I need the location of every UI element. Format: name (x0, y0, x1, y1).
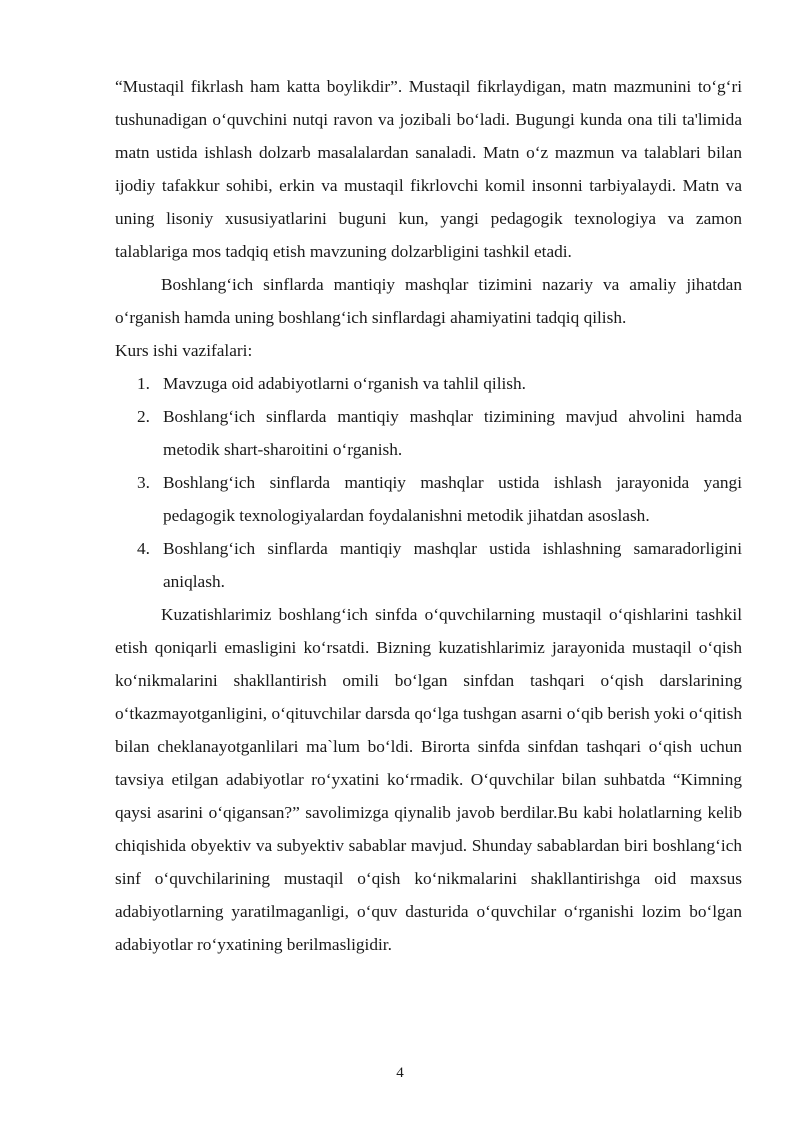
list-item (115, 367, 742, 400)
list-item-text: Boshlang‘ich sinflarda mantiqiy mashqlar ustida ishlashning samaradorligini aniqlash. (163, 539, 742, 591)
list-item-number: 4. (137, 539, 150, 558)
tasks-heading: Kurs ishi vazifalari: (115, 341, 253, 360)
list-item-text: Boshlang‘ich sinflarda mantiqiy mashqlar tizimining mavjud ahvolini hamda metodik shart-sharoitini o‘rganish. (163, 407, 742, 459)
list-item-text: Boshlang‘ich sinflarda mantiqiy mashqlar ustida ishlash jarayonida yangi pedagogik texnologiyalardan foydalanishni metodik jihatdan asoslash. (163, 473, 742, 525)
list-item (115, 532, 742, 598)
list-item-number: 1. (137, 374, 150, 393)
page-number: 4 (396, 1065, 404, 1081)
list-item-number: 2. (137, 407, 150, 426)
list-item-number: 3. (137, 473, 150, 492)
document-page (115, 70, 742, 961)
list-item (115, 400, 742, 466)
goal-paragraph: Boshlang‘ich sinflarda mantiqiy mashqlar tizimini nazariy va amaliy jihatdan o‘rganish hamda uning boshlang‘ich sinflardagi ahamiyatini tadqiq qilish. (115, 275, 742, 327)
tasks-list (115, 367, 742, 598)
observation-paragraph: Kuzatishlarimiz boshlang‘ich sinfda o‘quvchilarning mustaqil o‘qishlarini tashkil etish qoniqarli emasligini ko‘rsatdi. Bizning kuzatishlarimiz jarayonida mustaqil o‘qish ko‘nikmalarini shakllantirish omili bo‘lgan sinfdan tashqari o‘qish darslarining o‘tkazmayotganligini, o‘qituvchilar darsda qo‘lga tushgan asarni o‘qib berish yoki o‘qitish bilan cheklanayotganlilari ma`lum bo‘ldi. Birorta sinfda sinfdan tashqari o‘qish uchun tavsiya etilgan adabiyotlar ro‘yxatini ko‘rmadik. O‘quvchilar bilan suhbatda “Kimning qaysi asarini o‘qigansan?” savolimizga qiynalib javob berdilar.Bu kabi holatlarning kelib chiqishida obyektiv va subyektiv sabablar mavjud. Shunday sabablardan biri boshlang‘ich sinf o‘quvchilarining mustaqil o‘qish ko‘nikmalarini shakllantirishga oid maxsus adabiyotlarning yaratilmaganligi, o‘quv dasturida o‘quvchilar o‘rganishi lozim bo‘lgan adabiyotlar ro‘yxatining berilmasligidir. (115, 605, 742, 954)
intro-paragraph: “Mustaqil fikrlash ham katta boylikdir”. Mustaqil fikrlaydigan, matn mazmunini to‘g‘ri tushunadigan o‘quvchini nutqi ravon va jozibali bo‘ladi. Bugungi kunda ona tili ta'limida matn ustida ishlash dolzarb masalalardan sanaladi. Matn o‘z mazmun va talablari bilan ijodiy tafakkur sohibi, erkin va mustaqil fikrlovchi komil insonni tarbiyalaydi. Matn va uning lisoniy xususiyatlarini buguni kun, yangi pedagogik texnologiya va zamon talablariga mos tadqiq etish mavzuning dolzarbligini tashkil etadi. (115, 77, 742, 261)
list-item-text: Mavzuga oid adabiyotlarni o‘rganish va tahlil qilish. (163, 374, 526, 393)
list-item (115, 466, 742, 532)
